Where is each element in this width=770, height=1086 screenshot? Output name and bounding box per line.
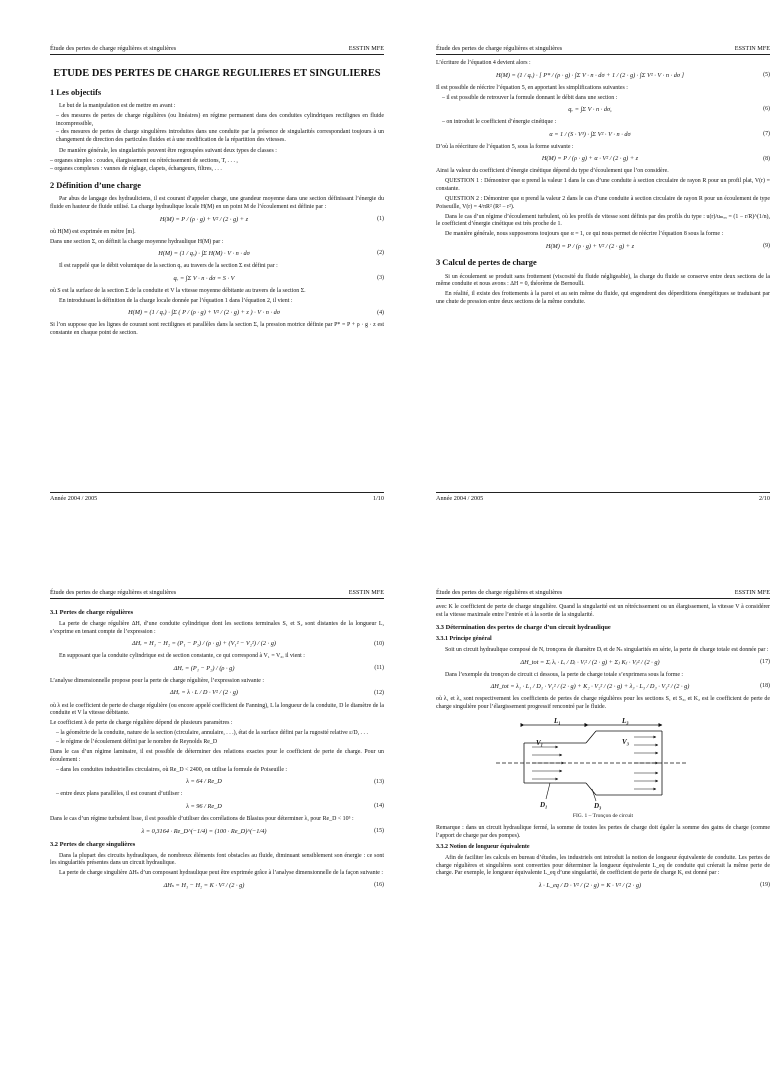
equation — [50, 309, 384, 317]
subsection-heading: 3.2 Pertes de charge singulières — [50, 840, 136, 848]
equation-expression: ΔHᵣ = λ · L / D · V² / (2 · g) — [169, 689, 239, 697]
paragraph: Si un écoulement se produit sans frottement (viscosité du fluide négligeable), la charge du fluide se conserve entre deux sections de la même conduite et nous avons : ΔH = 0, théorème de Bernoulli. — [436, 273, 770, 288]
label-v1: V₁ — [536, 739, 544, 748]
page-header — [50, 45, 384, 55]
paragraph: La perte de charge régulière ΔHᵣ d’une conduite cylindrique dont les sections terminales S₁ et S₂ sont distantes de la longueur L, s’exprime en tenant compte de l’expression : — [50, 621, 384, 635]
question: QUESTION 1 : Démontrer que α prend la valeur 1 dans le cas d’une conduite à section circulaire de rayon R pour un profil plat, V(r) = constante. — [436, 178, 770, 193]
paragraph: où S est la surface de la section Σ de la conduite et V la vitesse moyenne débitante au travers de la section Σ. — [50, 287, 306, 294]
equation — [436, 683, 770, 691]
paragraph: Dans la plupart des circuits hydrauliques, de nombreux éléments font obstacles au fluide, diminuant sensiblement son énergie : ce sont les singularités présentes dans un circuit hydraulique. — [50, 852, 384, 867]
list-item: – le régime de l’écoulement défini par le nombre de Reynolds Re_D — [56, 738, 218, 745]
header-left: Étude des pertes de charge régulières et singulières — [50, 45, 177, 52]
header-left: Étude des pertes de charge régulières et singulières — [436, 45, 563, 52]
paragraph: En supposant que la conduite cylindrique est de section constante, ce qui correspond à V₁ = V₂, il vient : — [59, 653, 305, 660]
list-item: – des mesures de pertes de charge singulières introduites dans une conduite par la présence de singularités correspondant toujours à un changement de direction des particules fluides et à une modification de la répartition des vitesses. — [56, 129, 384, 143]
equation-number: (6) — [763, 106, 770, 113]
paragraph: Dans le cas d’un régime turbulent lisse, il est possible d’utiliser des corrélations de Blasius pour déterminer λ, pour Re_D < 10⁵ : — [50, 816, 354, 823]
pipe-section-figure — [436, 715, 770, 811]
section-heading: 3 Calcul de pertes de charge — [436, 257, 537, 267]
footer-year: Année 2004 / 2005 — [50, 494, 98, 502]
paragraph: Par abus de langage des hydrauliciens, il est courant d’appeler charge, une grandeur moyenne dans une section définissant l’énergie du fluide en hauteur de fluide utilisé. La charge hydraulique locale H(M) en un point M de l’écoulement est définie par : — [50, 196, 384, 210]
paragraph: Il est possible de réécrire l’équation 5, en apportant les simplifications suivantes : — [436, 84, 628, 91]
paragraph: où H(M) est exprimée en mètre [m]. — [50, 228, 136, 235]
page-footer — [50, 492, 384, 502]
equation-expression: H(M) = (1 / qᵥ) · ∫Σ H(M) · V · n · dσ — [158, 250, 250, 258]
paragraph: Dans le cas d’un régime laminaire, il est possible de déterminer des relations exactes pour le coefficient de perte de charge. Pour un écoulement : — [50, 749, 384, 763]
equation — [436, 72, 770, 80]
equation-expression: ΔH_tot = Σᵢ λᵢ · Lᵢ / Dᵢ · Vᵢ² / (2 · g) + Σⱼ Kⱼ · Vⱼ² / (2 · g) — [520, 658, 660, 666]
equation-expression: λ = 96 / Re_D — [186, 802, 222, 810]
page-number: 2/10 — [758, 494, 770, 502]
paragraph: avec K le coefficient de perte de charge singulière. Quand la singularité est un rétrécissement ou un élargissement, la vitesse V à considérer est la vitesse maximale entre l’entrée et à la sortie de la singularité. — [436, 604, 770, 618]
equation — [50, 803, 384, 811]
page-body — [50, 604, 384, 895]
bullet-item: – il est possible de retrouver la formule donnant le débit dans une section : — [442, 94, 618, 101]
list-item: – la géométrie de la conduite, nature de la section (circulaire, annulaire, . . .), état de la surface défini par la rugosité relative ε/D, . . . — [56, 730, 368, 737]
equation-number: (4) — [377, 309, 384, 316]
equation — [50, 665, 384, 673]
equation-expression: ΔHₛ = H₁ − H₂ = K · V² / (2 · g) — [163, 881, 245, 889]
equation-expression: λ · L_eq / D · V² / (2 · g) = K · V² / (2 · g) — [538, 881, 642, 889]
equation-number: (11) — [374, 665, 384, 672]
equation-expression: ΔHᵣ = H₁ − H₂ = (P₁ − P₂) / (ρ · g) + (V₁² − V₂²) / (2 · g) — [131, 640, 277, 648]
list-item: – des mesures de pertes de charge régulières (ou linéaires) en régime permanent dans des conduites cylindriques rectilignes en fluide incompressible, — [56, 113, 384, 127]
paragraph: D’où la réécriture de l’équation 5, sous la forme suivante : — [436, 143, 574, 150]
header-right: ESSTIN MFE — [348, 45, 384, 52]
equation-expression: λ = 0,3164 · Re_D^(−1/4) = (100 · Re_D)^(−1/4) — [141, 827, 267, 835]
paragraph: où λ₁ et λ₃ sont respectivement les coefficients de pertes de charge régulières pour les sections S₁ et S₃, et K₂ est le coefficient de perte de charge singulière pour l’élargissement progressif rencontré par le fluide. — [436, 696, 770, 710]
paragraph: De manière générale, nous supposerons toujours que α = 1, ce qui nous permet de réécrire l’équation 8 sous la forme : — [445, 231, 724, 238]
page-1 — [50, 40, 384, 542]
bullet-item: – on introduit le coefficient d’énergie cinétique : — [442, 119, 557, 126]
equation-number: (2) — [377, 250, 384, 257]
equation — [436, 131, 770, 139]
equation-expression: H(M) = P / (ρ · g) + V² / (2 · g) + z — [159, 215, 249, 223]
subsection-heading: 3.1 Pertes de charge régulières — [50, 609, 134, 616]
equation-expression: ΔHᵣ = (P₁ − P₂) / (ρ · g) — [173, 664, 235, 672]
equation-number: (9) — [763, 243, 770, 250]
equation — [50, 828, 384, 836]
equation-number: (18) — [760, 683, 770, 690]
subsubsection-heading: 3.3.1 Principe général — [436, 636, 492, 643]
page-footer — [436, 492, 770, 502]
bullet-list — [50, 113, 384, 144]
equation-number: (16) — [374, 882, 384, 889]
equation-number: (17) — [760, 658, 770, 665]
page-body — [436, 60, 770, 309]
diffuser-wall — [586, 731, 596, 743]
equation-expression: H(M) = P / (ρ · g) + V² / (2 · g) + z — [545, 242, 635, 250]
equation — [436, 155, 770, 163]
equation-number: (3) — [377, 275, 384, 282]
paragraph: Dans une section Σ, on définit la charge moyenne hydraulique H(M) par : — [50, 238, 224, 245]
equation-number: (13) — [374, 778, 384, 785]
header-right: ESSTIN MFE — [348, 589, 384, 596]
label-l1: L₁ — [554, 717, 561, 726]
paragraph: En réalité, il existe des frottements à la paroi et au sein même du fluide, qui engendrent des déperditions énergétiques se traduisant par une chute de pression entre deux sections de la même conduite. — [436, 291, 770, 305]
question: QUESTION 2 : Démontrer que α prend la valeur 2 dans le cas d’une conduite à section circulaire de rayon R pour un écoulement de type Poiseuille, V(r) = 4/πR² (R² − r²). — [436, 196, 770, 210]
paragraph: Le coefficient λ de perte de charge régulière dépend de plusieurs paramètres : — [50, 720, 233, 727]
paragraph: La perte de charge singulière ΔHₛ d’un composant hydraulique peut être exprimée grâce à l’analyse dimensionnelle de la façon suivante : — [59, 870, 383, 877]
header-right: ESSTIN MFE — [734, 589, 770, 596]
page-3 — [50, 584, 384, 1086]
figure-caption: FIG. 1 – Tronçon de circuit — [572, 813, 634, 820]
page-header — [436, 589, 770, 599]
equation — [50, 250, 384, 258]
equation-number: (14) — [374, 803, 384, 810]
bullet-list — [50, 158, 384, 174]
header-right: ESSTIN MFE — [734, 45, 770, 52]
paragraph: En introduisant la définition de la charge locale donnée par l’équation 1 dans l’équation 2, il vient : — [59, 297, 293, 304]
equation — [436, 659, 770, 667]
paragraph: où λ est le coefficient de perte de charge régulière (ou encore appelé coefficient de Fanning), L la longueur de la conduite, D le diamètre de la conduite et V la vitesse débitante. — [50, 702, 384, 717]
paragraph: Ainsi la valeur du coefficient d’énergie cinétique dépend du type d’écoulement que l’on considère. — [436, 168, 669, 175]
page-2 — [436, 40, 770, 542]
d3-leader-line — [592, 789, 596, 801]
paragraph: Si l’on suppose que les lignes de courant sont rectilignes et parallèles dans la section Σ, la pression motrice définie par P* = P + ρ · g · z est constante en chaque point de section. — [50, 322, 384, 336]
paragraph: Le but de la manipulation est de mettre en avant : — [59, 103, 176, 110]
label-d3: D₃ — [594, 802, 602, 811]
page-body — [50, 60, 384, 340]
equation-expression: λ = 64 / Re_D — [186, 778, 222, 786]
page-header — [436, 45, 770, 55]
label-l3: L₃ — [622, 717, 629, 726]
equation — [436, 243, 770, 251]
equation-number: (5) — [763, 71, 770, 78]
equation — [50, 778, 384, 786]
paragraph: De manière générale, les singularités peuvent être regroupées suivant deux types de classes : — [59, 147, 277, 154]
footer-year: Année 2004 / 2005 — [436, 494, 484, 502]
subsection-heading: 3.3 Détermination des pertes de charge d’un circuit hydraulique — [436, 624, 611, 632]
label-d1: D₁ — [540, 801, 548, 810]
pipe-diagram — [436, 715, 770, 811]
equation — [50, 216, 384, 224]
equation — [50, 275, 384, 283]
page-header — [50, 589, 384, 599]
section-heading: 2 Définition d’une charge — [50, 180, 141, 190]
equation-expression: H(M) = P / (ρ · g) + α · V² / (2 · g) + z — [541, 155, 639, 163]
equation — [50, 882, 384, 890]
equation-expression: qᵥ = ∫Σ V · n · dσ, — [568, 106, 612, 114]
equation-number: (8) — [763, 155, 770, 162]
equation-number: (12) — [374, 689, 384, 696]
paragraph: Soit un circuit hydraulique composé de Nᵣ tronçons de diamètre Dᵢ et de Nₛ singularités en série, la perte de charge totale est donnée par : — [445, 646, 769, 653]
document-title: ETUDE DES PERTES DE CHARGE REGULIERES ET SINGULIERES — [53, 68, 381, 79]
equation-number: (19) — [760, 881, 770, 888]
label-v3: V₃ — [622, 738, 630, 747]
paragraph: L’analyse dimensionnelle propose pour la perte de charge régulière, l’expression suivante : — [50, 677, 264, 684]
equation-number: (1) — [377, 215, 384, 222]
bullet-item: – dans les conduites industrielles circulaires, où Re_D < 2400, on utilise la formule de Poiseuille : — [56, 766, 288, 773]
equation — [436, 106, 770, 114]
equation-expression: α = 1 / (S · V³) · ∫Σ V² · V · n · dσ — [549, 130, 631, 138]
equation-number: (7) — [763, 131, 770, 138]
page-number: 1/10 — [372, 494, 384, 502]
list-item: – organes simples : coudes, élargissement ou rétrécissement de sections, T, . . . , — [50, 157, 238, 164]
section-heading: 1 Les objectifs — [50, 87, 102, 97]
header-left: Étude des pertes de charge régulières et singulières — [436, 589, 563, 596]
paragraph: Dans le cas d’un régime d’écoulement turbulent, où les profils de vitesse sont définis par des profils du type : u(r)/uₘₐₓ = (1 − r/R)^(1/n), le coefficient d’énergie cinétique est très proche de 1. — [436, 213, 770, 228]
equation-expression: ΔH_tot = λ₁ · L₁ / D₁ · V₁² / (2 · g) + K₂ · V₂² / (2 · g) + λ₃ · L₃ / D₃ · V₃² / (2 · g) — [490, 683, 690, 691]
equation-number: (10) — [374, 640, 384, 647]
paragraph: L’écriture de l’équation 4 devient alors : — [436, 60, 531, 66]
page-4 — [436, 584, 770, 1086]
paragraph: Il est rappelé que le débit volumique de la section qᵥ au travers de la section Σ est défini par : — [59, 263, 278, 270]
subsubsection-heading: 3.3.2 Notion de longueur équivalente — [436, 844, 530, 851]
d1-leader-line — [546, 783, 550, 799]
list-item: – organes complexes : vannes de réglage, clapets, échangeurs, filtres, . . . — [50, 166, 222, 173]
header-left: Étude des pertes de charge régulières et singulières — [50, 589, 177, 596]
equation — [50, 689, 384, 697]
diffuser-wall — [586, 783, 596, 795]
equation-expression: H(M) = (1 / qᵥ) · [ P* / (ρ · g) · ∫Σ V · n · dσ + 1 / (2 · g) · ∫Σ V² · V · n · dσ ] — [495, 71, 685, 79]
paragraph: Afin de faciliter les calculs en bureau d’études, les industriels ont introduit la notion de longueur équivalente de conduite. Les pertes de charge régulières et singulières sont converties pour déterminer la longueur équivalente L_eq de conduite qui créerait la même perte de charge. Par exemple, le longueur équivalente L_eq d’une singularité, de coefficient de perte de charge K, est donné par : — [436, 855, 770, 877]
equation-number: (15) — [374, 827, 384, 834]
equation-expression: qᵥ = ∫Σ V · n · dσ = S · V — [173, 274, 235, 282]
paragraph: Dans l’exemple du tronçon de circuit ci dessous, la perte de charge totale s’exprimera sous la forme : — [445, 671, 684, 678]
page-body — [436, 604, 770, 895]
equation-expression: H(M) = (1 / qᵥ) · ∫Σ ( P / (ρ · g) + V² / (2 · g) + z ) · V · n · dσ — [128, 309, 280, 317]
bullet-item: – entre deux plans parallèles, il est courant d’utiliser : — [56, 791, 183, 798]
paragraph: Remarque : dans un circuit hydraulique fermé, la somme de toutes les pertes de charge doit égaler la somme des gains de charge (comme l’apport de charge par des pompes). — [436, 825, 770, 839]
bullet-list — [50, 730, 384, 746]
equation — [50, 640, 384, 648]
equation — [436, 882, 770, 890]
